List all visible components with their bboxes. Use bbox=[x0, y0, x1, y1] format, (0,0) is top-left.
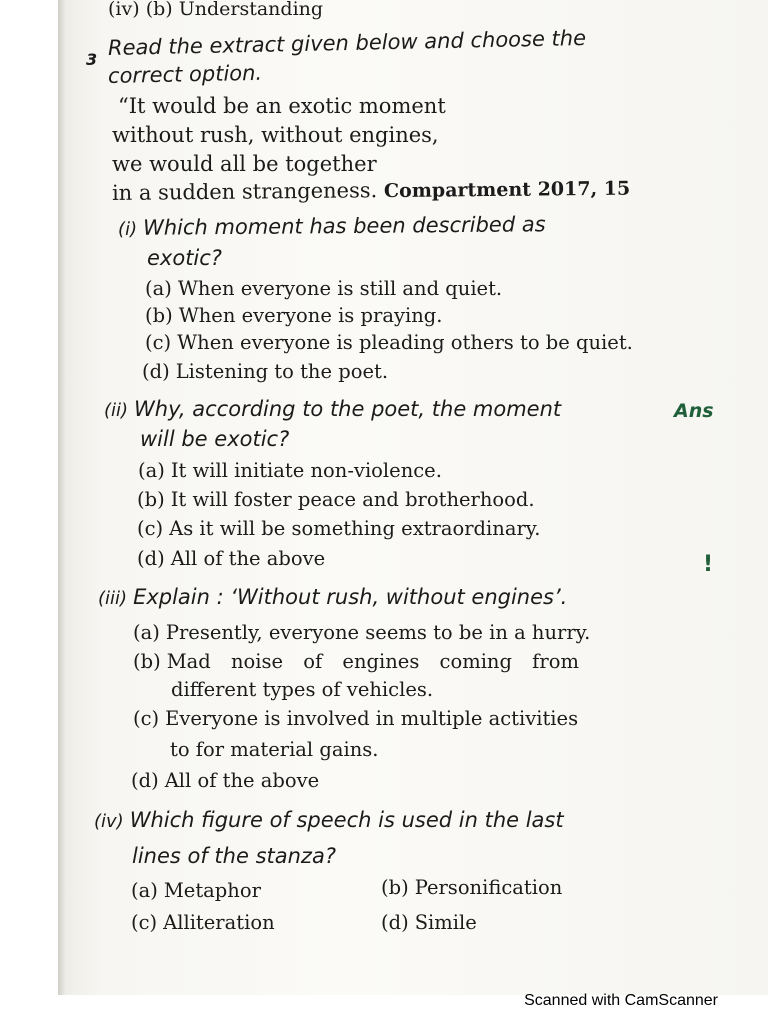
option-i-d bbox=[142, 360, 388, 383]
option-label: (b) bbox=[137, 488, 165, 511]
option-text: Personification bbox=[414, 876, 563, 899]
option-ii-b bbox=[137, 488, 535, 511]
option-text: Mad noise of engines coming from bbox=[166, 650, 579, 673]
page-edge-shadow bbox=[58, 0, 66, 995]
question-ii-line-2: will be exotic? bbox=[140, 427, 290, 451]
option-iii-d bbox=[131, 769, 319, 792]
scanner-watermark: Scanned with CamScanner bbox=[524, 992, 718, 1009]
question-i-label: (i) bbox=[117, 218, 138, 240]
extract-line-3: we would all be together bbox=[112, 152, 377, 176]
option-label: (b) bbox=[381, 876, 409, 899]
option-text: It will foster peace and brotherhood. bbox=[170, 488, 535, 511]
option-label: (d) bbox=[381, 911, 409, 934]
option-ii-d bbox=[137, 547, 325, 570]
option-iv-c bbox=[131, 911, 275, 934]
previous-answer-line bbox=[108, 0, 323, 20]
question-ii-line-1 bbox=[104, 397, 561, 421]
option-iii-b-continued: different types of vehicles. bbox=[171, 678, 434, 701]
question-iii-text: Explain : ‘Without rush, without engines’. bbox=[133, 585, 568, 609]
question-iv-line-2: lines of the stanza? bbox=[132, 844, 336, 868]
option-label: (b) bbox=[133, 650, 161, 673]
question-i-text: Which moment has been described as bbox=[142, 212, 546, 240]
source-citation: Compartment 2017, 15 bbox=[383, 177, 631, 203]
option-text: Presently, everyone seems to be in a hurry. bbox=[165, 621, 591, 644]
option-iii-c bbox=[133, 707, 578, 730]
option-i-c bbox=[145, 331, 633, 354]
footer-bar bbox=[0, 992, 768, 1024]
option-label: (c) bbox=[133, 707, 160, 730]
option-label: (a) bbox=[131, 879, 158, 902]
option-label: (a) bbox=[138, 459, 165, 482]
option-text: Simile bbox=[414, 911, 477, 934]
question-ii-label: (ii) bbox=[104, 400, 129, 421]
question-number: 3 bbox=[86, 50, 98, 69]
option-label: (c) bbox=[137, 517, 164, 540]
option-text: As it will be something extraordinary. bbox=[169, 517, 541, 540]
option-iii-b bbox=[133, 650, 579, 673]
previous-answer-label: (iv) bbox=[108, 0, 140, 20]
question-iv-text: Which figure of speech is used in the last bbox=[129, 808, 564, 832]
option-label: (a) bbox=[145, 277, 172, 300]
option-text: All of the above bbox=[170, 547, 326, 570]
option-ii-a bbox=[138, 459, 442, 482]
option-label: (b) bbox=[145, 304, 173, 327]
extract-line-2: without rush, without engines, bbox=[112, 123, 439, 147]
option-iii-c-continued: to for material gains. bbox=[170, 738, 379, 761]
question-iv-line-1 bbox=[94, 808, 564, 832]
option-iv-a bbox=[131, 879, 261, 902]
option-label: (c) bbox=[145, 331, 172, 354]
question-ii-text: Why, according to the poet, the moment bbox=[134, 397, 562, 421]
option-iv-b bbox=[381, 876, 562, 899]
option-iii-a bbox=[133, 621, 590, 644]
question-iv-label: (iv) bbox=[94, 811, 124, 832]
option-text: When everyone is praying. bbox=[178, 304, 443, 327]
option-i-b bbox=[145, 304, 442, 327]
option-label: (d) bbox=[137, 547, 165, 570]
option-text: Everyone is involved in multiple activities bbox=[165, 707, 579, 730]
question-i-line-2: exotic? bbox=[147, 246, 222, 270]
margin-answer-text: Ans bbox=[674, 400, 714, 422]
option-label: (a) bbox=[133, 621, 160, 644]
option-text: When everyone is still and quiet. bbox=[177, 277, 503, 300]
instruction-line-1: Read the extract given below and choose the bbox=[107, 25, 587, 60]
question-i-line-1 bbox=[118, 212, 546, 240]
option-ii-c bbox=[137, 517, 540, 540]
option-label: (d) bbox=[142, 360, 170, 383]
option-text: Listening to the poet. bbox=[175, 360, 389, 383]
option-text: Alliteration bbox=[163, 911, 275, 934]
previous-answer-text: (b) Understanding bbox=[145, 0, 324, 20]
option-i-a bbox=[145, 277, 502, 300]
question-iii-line-1 bbox=[98, 585, 567, 609]
question-iii-label: (iii) bbox=[98, 588, 128, 609]
extract-line-1: “It would be an exotic moment bbox=[118, 94, 446, 118]
extract-line-4-text: in a sudden strangeness. bbox=[111, 178, 378, 205]
option-label: (d) bbox=[131, 769, 159, 792]
instruction-line-2: correct option. bbox=[107, 60, 263, 88]
option-text: It will initiate non-violence. bbox=[170, 459, 442, 482]
option-text: When everyone is pleading others to be quiet. bbox=[177, 331, 633, 354]
option-iv-d bbox=[381, 911, 477, 934]
margin-exclamation-mark: ! bbox=[703, 552, 714, 577]
option-text: Metaphor bbox=[163, 879, 261, 902]
option-label: (c) bbox=[131, 911, 158, 934]
option-text: All of the above bbox=[164, 769, 320, 792]
